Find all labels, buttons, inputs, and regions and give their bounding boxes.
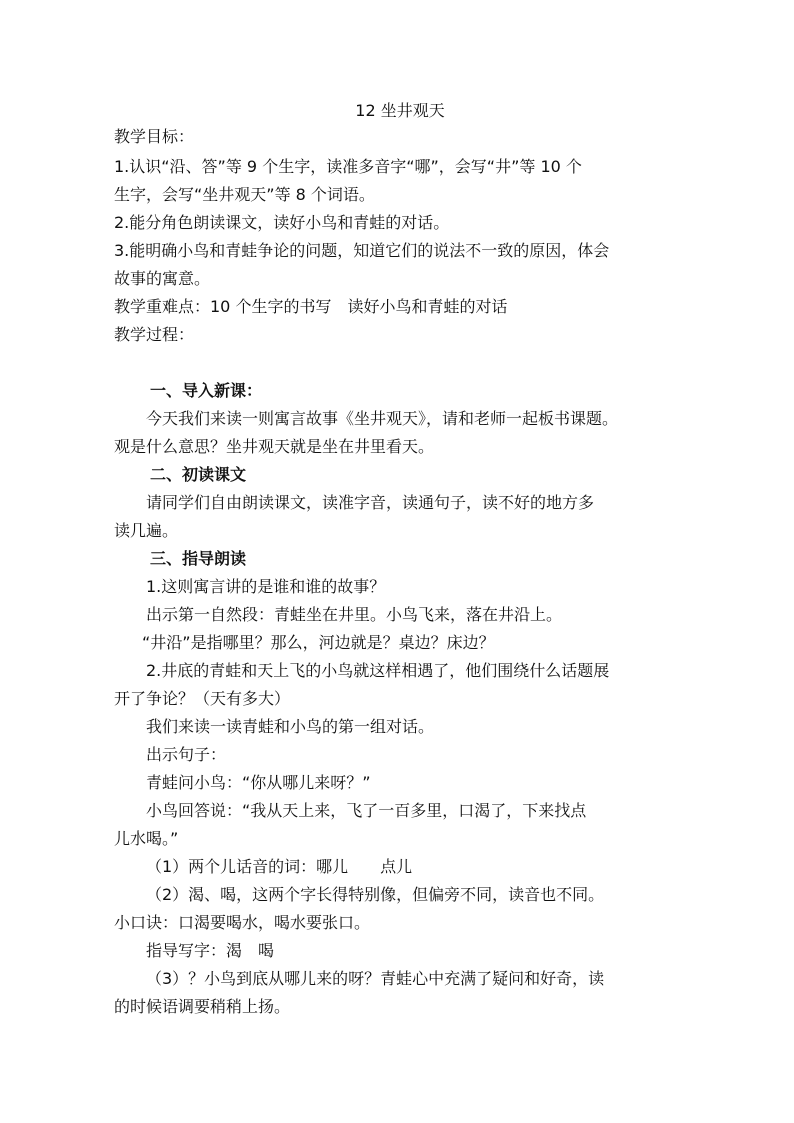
section-2-para-line-2: 读几遍。: [114, 521, 179, 540]
page-title: 12 坐井观天: [355, 101, 445, 120]
section-1-heading: 一、导入新课：: [150, 381, 263, 400]
section-3-heading: 三、指导朗读: [150, 549, 247, 568]
writing-guide: 指导写字：渴 喝: [146, 941, 275, 960]
section-2-para-line-1: 请同学们自由朗读课文，读准字音，读通句子，读不好的地方多: [146, 493, 595, 512]
objective-3-line-2: 故事的寓意。: [114, 269, 211, 288]
key-points: 教学重难点：10 个生字的书写 读好小鸟和青蛙的对话: [114, 297, 508, 316]
section-1-para-line-1: 今天我们来读一则寓言故事《坐井观天》，请和老师一起板书课题。: [146, 409, 619, 428]
section-2-heading: 二、初读课文: [150, 465, 247, 484]
objective-1-line-2: 生字，会写“坐井观天”等 8 个词语。: [114, 185, 375, 204]
bird-answers-line-2: 儿水喝。”: [114, 829, 179, 848]
objective-2: 2.能分角色朗读课文，读好小鸟和青蛙的对话。: [114, 213, 450, 232]
frog-asks: 青蛙问小鸟：“你从哪儿来呀？”: [146, 773, 371, 792]
objectives-heading: 教学目标：: [114, 127, 195, 146]
section-1-para-line-2: 观是什么意思？坐井观天就是坐在井里看天。: [114, 437, 435, 456]
question-2-line-2: 开了争论？（天有多大）: [114, 689, 291, 708]
show-sentences: 出示句子：: [146, 745, 227, 764]
objective-3-line-1: 3.能明确小鸟和青蛙争论的问题，知道它们的说法不一致的原因，体会: [114, 241, 610, 260]
objective-1-line-1: 1.认识“沿、答”等 9 个生字，读准多音字“哪”，会写“井”等 10 个: [114, 157, 582, 176]
show-paragraph-1: 出示第一自然段：青蛙坐在井里。小鸟飞来，落在井沿上。: [146, 605, 563, 624]
question-1: 1.这则寓言讲的是谁和谁的故事？: [146, 577, 386, 596]
point-3-line-2: 的时候语调要稍稍上扬。: [114, 997, 291, 1016]
question-2-line-1: 2.井底的青蛙和天上飞的小鸟就这样相遇了，他们围绕什么话题展: [146, 661, 610, 680]
bird-answers-line-1: 小鸟回答说：“我从天上来，飞了一百多里，口渴了，下来找点: [146, 801, 587, 820]
read-dialog: 我们来读一读青蛙和小鸟的第一组对话。: [146, 717, 435, 736]
process-heading: 教学过程：: [114, 325, 195, 344]
point-2-line-1: （2）渴、喝，这两个字长得特别像，但偏旁不同，读音也不同。: [146, 885, 605, 904]
jingyan-question: “井沿”是指哪里？那么，河边就是？桌边？床边？: [142, 633, 495, 652]
point-3-line-1: （3）？小鸟到底从哪儿来的呀？青蛙心中充满了疑问和好奇，读: [146, 969, 605, 988]
point-2-line-2: 小口诀：口渴要喝水，喝水要张口。: [114, 913, 371, 932]
point-1: （1）两个儿话音的词：哪儿 点儿: [146, 857, 413, 876]
